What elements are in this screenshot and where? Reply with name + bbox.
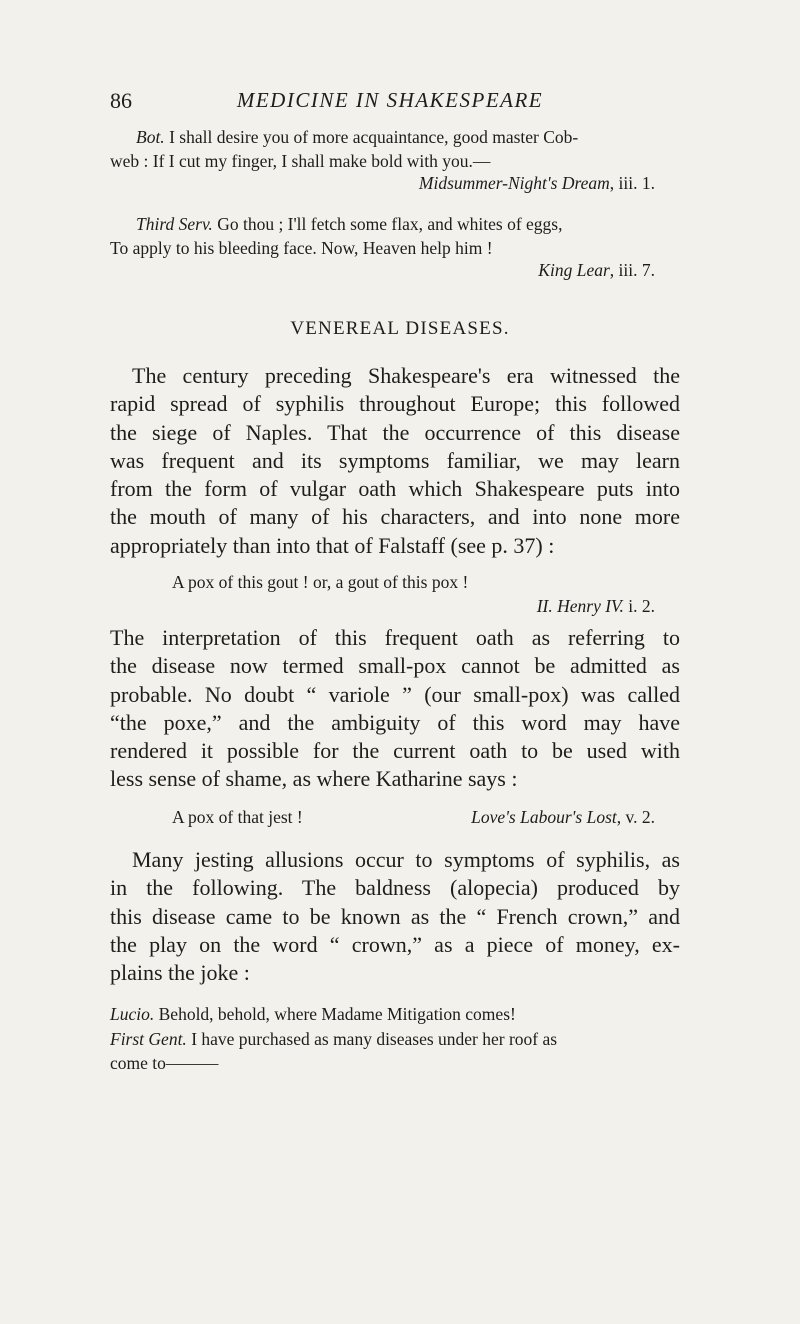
citation-work: Love's Labour's Lost [471, 807, 617, 827]
quote-text: I shall desire you of more acquaintance, good master Cob- [164, 127, 579, 147]
section-title: VENEREAL DISEASES. [290, 318, 510, 339]
paragraph-2 [110, 624, 680, 794]
speaker: Lucio. [110, 1004, 155, 1024]
text-line: the mouth of many of his characters, and into none more [110, 504, 680, 530]
text-line: the disease now termed small-pox cannot be admitted as [110, 653, 680, 679]
text-line: the siege of Naples. That the occurrence of this disease [110, 419, 680, 445]
paragraph-3 [110, 846, 680, 987]
text-line: rapid spread of syphilis throughout Europe; this followed [110, 391, 680, 417]
quote-henry-iv: A pox of this gout ! or, a gout of this pox ! [172, 572, 469, 592]
page-header [110, 88, 670, 118]
quote-line [110, 125, 665, 149]
citation-work: Midsummer-Night's Dream [418, 173, 610, 193]
text-line: this disease came to be known as the “ French crown,” and [110, 903, 680, 929]
text-line: Many jesting allusions occur to symptoms of syphilis, as [132, 847, 680, 872]
text-line: less sense of shame, as where Katharine says : [110, 766, 518, 792]
quote-measure [110, 1002, 665, 1076]
quote-line [110, 212, 665, 236]
text-line: in the following. The baldness (alopecia) produced by [110, 875, 680, 901]
text-line: the play on the word “ crown,” as a piece of money, ex- [110, 931, 680, 957]
citation-ref: , iii. 1. [609, 173, 655, 193]
speaker: Third Serv. [136, 214, 213, 234]
page-number: 86 [110, 88, 132, 113]
text-line: probable. No doubt “ variole ” (our small-pox) was called [110, 681, 680, 707]
quote-text: I have purchased as many diseases under her roof as [186, 1028, 558, 1049]
quote-line: come to——— [110, 1053, 219, 1073]
quote-line [110, 1002, 665, 1027]
quote-loves-labours: A pox of that jest ! [172, 807, 303, 827]
text-line: appropriately than into that of Falstaff (see p. 37) : [110, 532, 555, 558]
citation-ref: , v. 2. [616, 807, 655, 827]
text-line: The interpretation of this frequent oath as referring to [110, 625, 680, 650]
quote-line: web : If I cut my finger, I shall make bold with you.— [110, 151, 491, 171]
text-line: plains the joke : [110, 960, 250, 986]
quote-king-lear [110, 212, 665, 260]
citation-work: II. Henry IV. [536, 596, 624, 616]
quote-midsummer [110, 125, 665, 173]
quote-text: Behold, behold, where Madame Mitigation comes! [154, 1004, 516, 1024]
speaker: First Gent. [110, 1028, 187, 1049]
speaker: Bot. [136, 127, 165, 147]
citation-midsummer [419, 173, 655, 194]
citation-loves-labours [471, 807, 655, 828]
paragraph-1 [110, 362, 680, 560]
text-line: rendered it possible for the current oath to be used with [110, 738, 680, 764]
citation-king-lear [538, 260, 655, 281]
text-line: was frequent and its symptoms familiar, we may learn [110, 447, 680, 473]
citation-ref: , iii. 7. [609, 260, 655, 280]
citation-henry-iv [537, 596, 655, 617]
quote-line [110, 1027, 665, 1052]
running-head: MEDICINE IN SHAKESPEARE [236, 88, 544, 112]
citation-ref: i. 2. [623, 596, 655, 616]
quote-text: Go thou ; I'll fetch some flax, and whites of eggs, [212, 214, 563, 234]
text-line: The century preceding Shakespeare's era witnessed the [132, 363, 680, 388]
quote-line: To apply to his bleeding face. Now, Heaven help him ! [110, 238, 493, 258]
citation-work: King Lear [538, 260, 610, 280]
text-line: from the form of vulgar oath which Shakespeare puts into [110, 476, 680, 502]
text-line: “the poxe,” and the ambiguity of this word may have [110, 709, 680, 735]
